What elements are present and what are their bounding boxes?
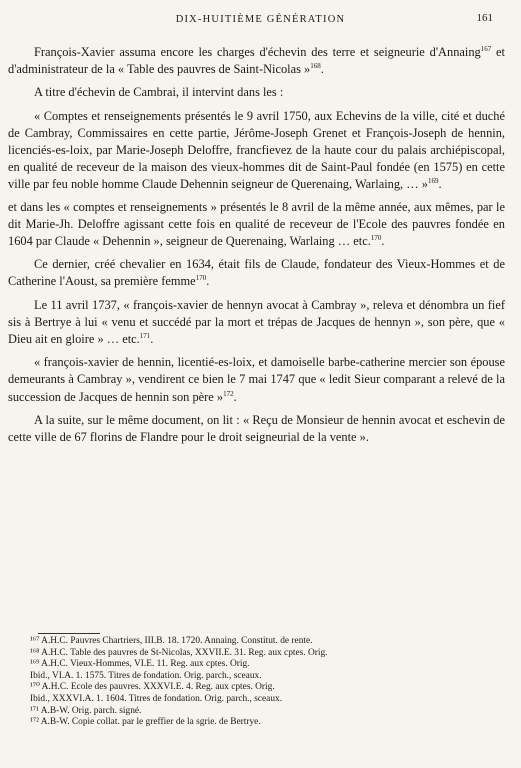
note-ref[interactable]: 169 [427,177,439,186]
running-title: DIX-HUITIÈME GÉNÉRATION [175,14,346,25]
paragraph: A titre d'échevin de Cambrai, il intervint dans les : [34,85,284,100]
footnote: ¹⁶⁷ A.H.C. Pauvres Chartriers, III.B. 18. 1720. Annaing. Constitut. de rente. [30,636,313,646]
note-ref[interactable]: 168 [310,62,321,71]
paragraph: « françois-xavier de hennin, licentié-es-loix, et damoiselle barbe-catherine mercier son épouse demeurants à Cambray », vendirent ce bien le 7 mai 1747 que « ledit Sieur comparant a relevé de la succession de Jacques de hennin son père »$^{172}$. [8,355,505,404]
footnote: ¹⁷² A.B-W. Copie collat. par le greffier de la sgrie. de Bertrye. [30,717,261,728]
footnote: ¹⁶⁹ A.H.C. Vieux-Hommes, VI.E. 11. Reg. aux cptes. Orig. [30,659,250,670]
paragraph: A la suite, sur le même document, on lit : « Reçu de Monsieur de hennin avocat et eschevin de cette ville de 67 florins de Flandre pour le droit seigneurial de la vente ». [8,412,505,445]
footnote: Ibid., VI.A. 1. 1575. Titres de fondation. Orig. parch., sceaux. [30,670,262,681]
note-ref[interactable]: 170 [195,274,207,283]
footnote-divider [38,633,100,634]
footnote: ¹⁷⁰ A.H.C. Ecole des pauvres. XXXVI.E. 4. Reg. aux cptes. Orig. [30,682,275,693]
paragraph: Le 11 avril 1737, « françois-xavier de hennyn avocat à Cambray », releva et dénombra un fief sis à Bertrye à lui « venu et succédé par la mort et trépas de Jacques de hennyn », son père, que « Dieu ait en gloire » … etc.$^{171}$. [8,297,505,347]
footnote: Ibid., XXXVI.A. 1. 1604. Titres de fondation. Orig. parch., sceaux. [30,693,283,704]
note-ref[interactable]: 172 [223,389,234,398]
paragraph: François-Xavier assuma encore les charges d'échevin des terre et seigneurie d'Annaing$^{167}$ et d'administrateur de la « Table des pauvres de Saint-Nicolas »$^{168}$. [8,44,505,77]
paragraph: et dans les « comptes et renseignements » présentés le 8 avril de la même année, aux mêmes, par le dit Marie-Jh. Deloffre agissant cette fois en qualité de receveur de l'Ecole des pauvres fondée en 1604 par Claude « Dehennin », seigneur de Querenaing, Warlaing … etc.$^{170}$. [8,199,505,249]
footnote: ¹⁶⁸ A.H.C. Table des pauvres de St-Nicolas, XXVII.E. 31. Reg. aux cptes. Orig. [30,647,328,658]
quoted-paragraph: « Comptes et renseignements présentés le 9 avril 1750, aux Echevins de la ville, cité et duché de Cambray, Commissaires en cette partie, Jérôme-Joseph Grenet et François-Joseph de hennin, licenciés-es-loix, par Marie-Joseph Deloffre, francfievez de la haute cour du palais archiépiscopal, en qualité de receveur de la maison des vieux-hommes dit de Saint-Paul fondée (en 1575) en cette ville par feu noble homme Claude Dehennin seigneur de Querenaing, Warlaing, … »$^{169}$. [8,108,505,192]
note-ref[interactable]: 167 [480,44,492,53]
footnotes [30,636,490,729]
main-text [8,44,505,452]
note-ref[interactable]: 170 [370,233,382,242]
page-number: 161 [476,12,493,24]
note-ref[interactable]: 171 [139,331,151,340]
paragraph: Ce dernier, créé chevalier en 1634, était fils de Claude, fondateur des Vieux-Hommes et de Catherine l'Aoust, sa première femme$^{170}$. [8,257,505,289]
footnote: ¹⁷¹ A.B-W. Orig. parch. signé. [30,705,142,716]
